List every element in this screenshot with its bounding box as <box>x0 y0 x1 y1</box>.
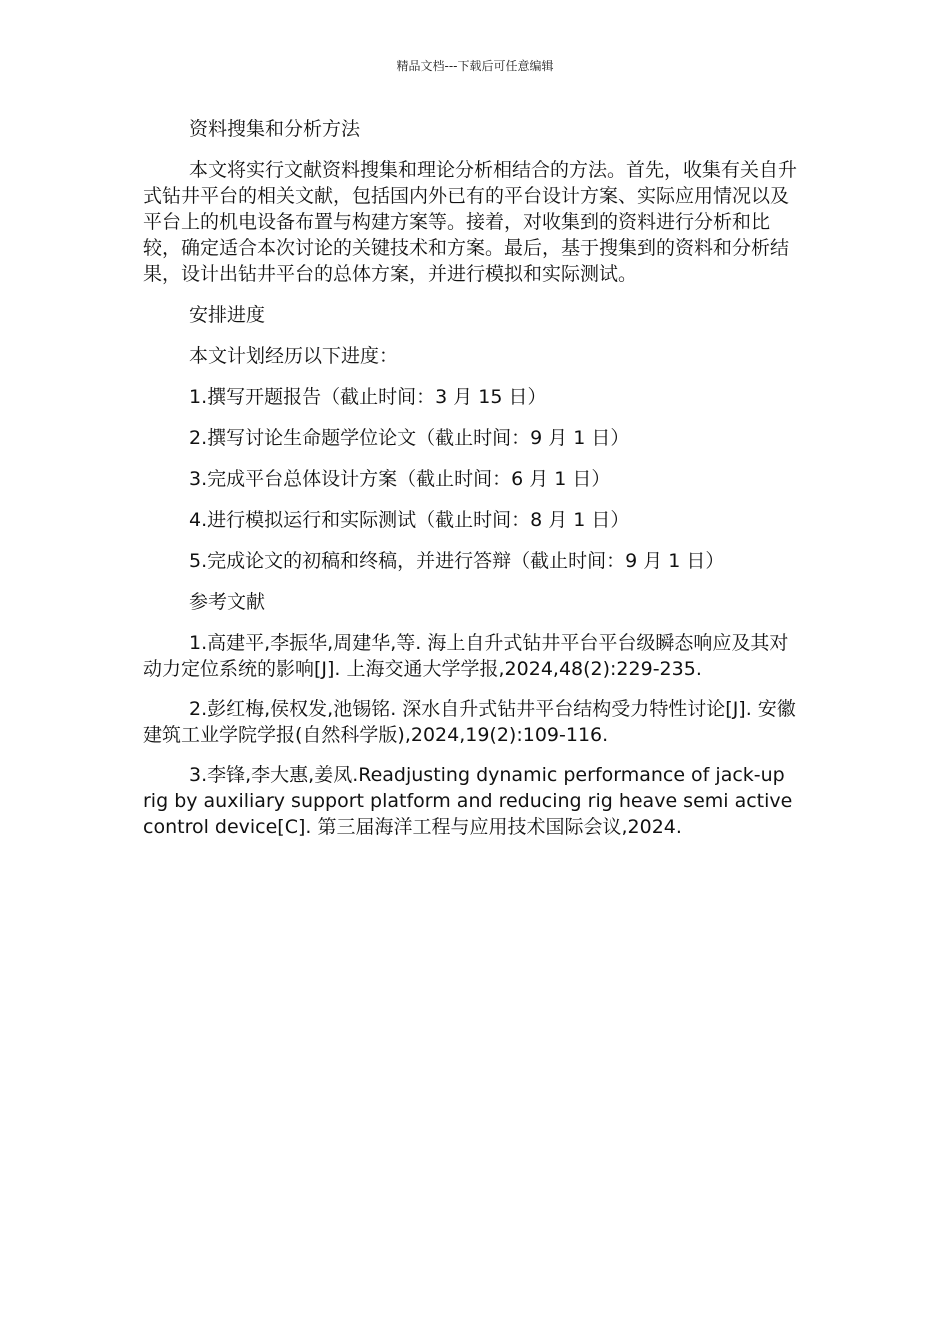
reference-item: 3.李锋,李大惠,姜凤.Readjusting dynamic performance of jack-up rig by auxiliary support platform and reducing rig heave semi active control device[C]. 第三届海洋工程与应用技术国际会议,2024. <box>143 764 793 838</box>
page-header: 精品文档---下载后可任意编辑 <box>396 59 554 73</box>
schedule-item: 1.撰写开题报告（截止时间：3 月 15 日） <box>189 386 547 408</box>
reference-item: 1.高建平,李振华,周建华,等. 海上自升式钻井平台平台级瞬态响应及其对动力定位系统的影响[J]. 上海交通大学学报,2024,48(2):229-235. <box>143 632 789 680</box>
schedule-item: 2.撰写讨论生命题学位论文（截止时间：9 月 1 日） <box>189 427 630 449</box>
reference-item: 2.彭红梅,侯权发,池锡铭. 深水自升式钻井平台结构受力特性讨论[J]. 安徽建筑工业学院学报(自然科学版),2024,19(2):109-116. <box>143 698 796 746</box>
document-body <box>143 116 807 854</box>
methods-heading: 资料搜集和分析方法 <box>189 118 361 140</box>
methods-paragraph: 本文将实行文献资料搜集和理论分析相结合的方法。首先，收集有关自升式钻井平台的相关文献，包括国内外已有的平台设计方案、实际应用情况以及平台上的机电设备布置与构建方案等。接着，对收集到的资料进行分析和比较，确定适合本次讨论的关键技术和方案。最后，基于搜集到的资料和分析结果，设计出钻井平台的总体方案，并进行模拟和实际测试。 <box>143 159 798 285</box>
references-heading: 参考文献 <box>189 591 266 613</box>
schedule-heading: 安排进度 <box>189 304 266 326</box>
schedule-item: 3.完成平台总体设计方案（截止时间：6 月 1 日） <box>189 468 611 490</box>
schedule-item: 5.完成论文的初稿和终稿，并进行答辩（截止时间：9 月 1 日） <box>189 550 725 572</box>
schedule-intro: 本文计划经历以下进度： <box>189 345 399 367</box>
schedule-item: 4.进行模拟运行和实际测试（截止时间：8 月 1 日） <box>189 509 630 531</box>
